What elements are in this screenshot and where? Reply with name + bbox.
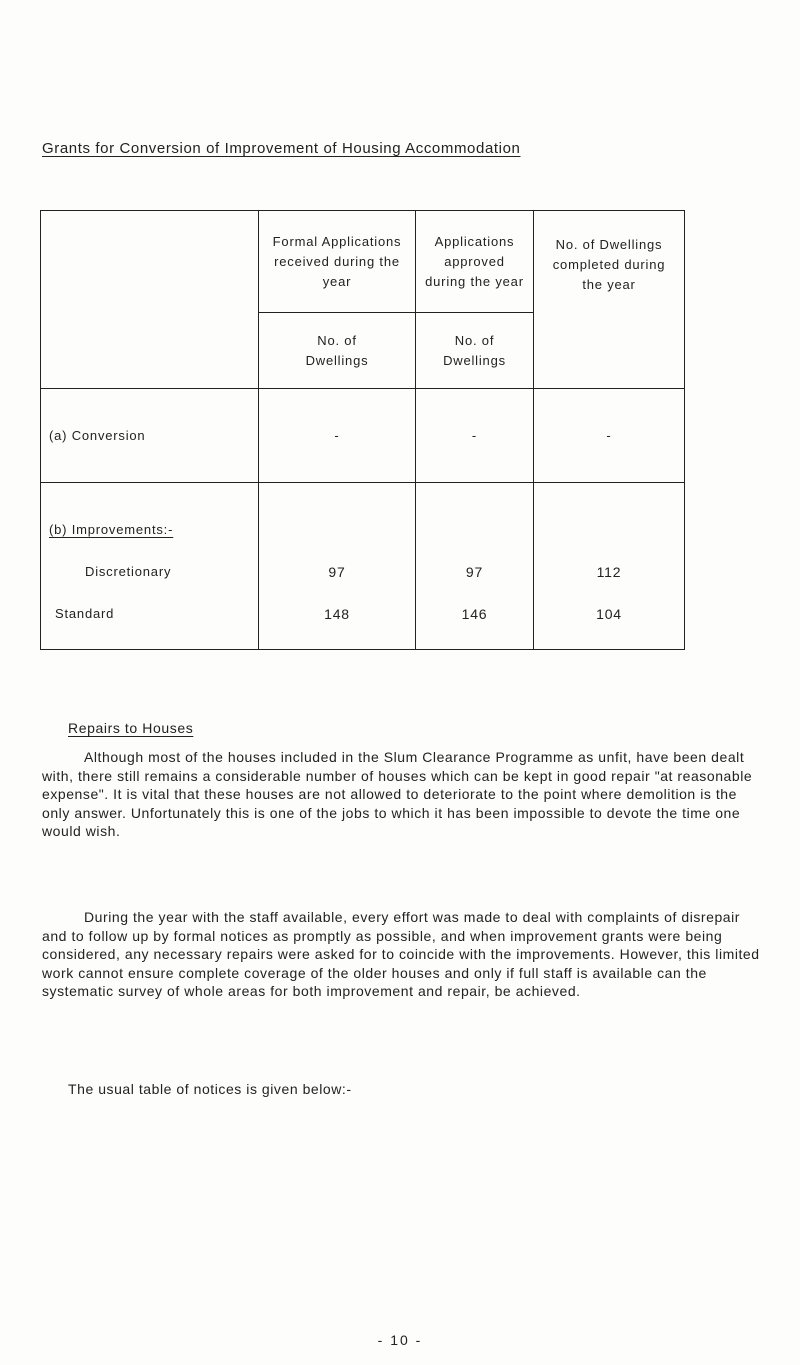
discretionary-formal: 97 — [328, 564, 346, 580]
paragraph-text: The usual table of notices is given below:- — [68, 1081, 352, 1097]
subheader-formal-dwellings: No. of Dwellings — [259, 313, 416, 389]
standard-approved: 146 — [461, 606, 488, 622]
row-label-conversion: (a) Conversion — [41, 389, 259, 483]
page-number: - 10 - — [377, 1332, 423, 1348]
improvements-approved — [416, 483, 534, 650]
discretionary-approved: 97 — [465, 564, 484, 580]
row-label-standard: Standard — [55, 606, 115, 621]
conversion-approved: - — [416, 389, 534, 483]
conversion-formal: - — [259, 389, 416, 483]
repairs-paragraph-3 — [68, 1080, 788, 1099]
row-label-improvements: (b) Improvements:- — [49, 522, 174, 537]
header-applications-approved: Applications approved during the year — [416, 211, 534, 313]
table-row — [41, 389, 685, 483]
empty-corner-cell — [41, 211, 259, 389]
header-formal-applications: Formal Applications received during the year — [259, 211, 416, 313]
header-dwellings-completed: No. of Dwellings completed during the year — [534, 211, 685, 389]
conversion-completed: - — [534, 389, 685, 483]
table-header-row — [41, 211, 685, 313]
paragraph-text: During the year with the staff available, every effort was made to deal with complaints of disrepair and to follow up by formal notices as promptly as possible, and when improvement grants were being considered, any necessary repairs were asked for to coincide with the improvements. However, this limited work cannot ensure complete coverage of the older houses and only if full staff is available can the systematic survey of whole areas for both improvement and repair, be achieved. — [42, 909, 760, 999]
table-row — [41, 483, 685, 650]
improvements-completed — [534, 483, 685, 650]
discretionary-completed: 112 — [596, 564, 622, 580]
section-heading-repairs: Repairs to Houses — [68, 720, 194, 736]
repairs-paragraph-2 — [42, 908, 762, 1001]
improvements-labels — [41, 483, 259, 650]
standard-formal: 148 — [324, 606, 350, 622]
improvements-formal — [259, 483, 416, 650]
document-title: Grants for Conversion of Improvement of Housing Accommodation — [42, 140, 521, 157]
subheader-approved-dwellings: No. of Dwellings — [416, 313, 534, 389]
standard-completed: 104 — [596, 606, 622, 622]
repairs-paragraph-1 — [42, 748, 762, 841]
row-label-discretionary: Discretionary — [85, 564, 172, 579]
grants-table — [40, 210, 685, 650]
paragraph-text: Although most of the houses included in the Slum Clearance Programme as unfit, have been dealt with, there still remains a considerable number of houses which can be kept in good repair "at reasonable expense". It is vital that these houses are not allowed to deteriorate to the point where demolition is the only answer. Unfortunately this is one of the jobs to which it has been impossible to devote the time one would wish. — [42, 749, 753, 839]
